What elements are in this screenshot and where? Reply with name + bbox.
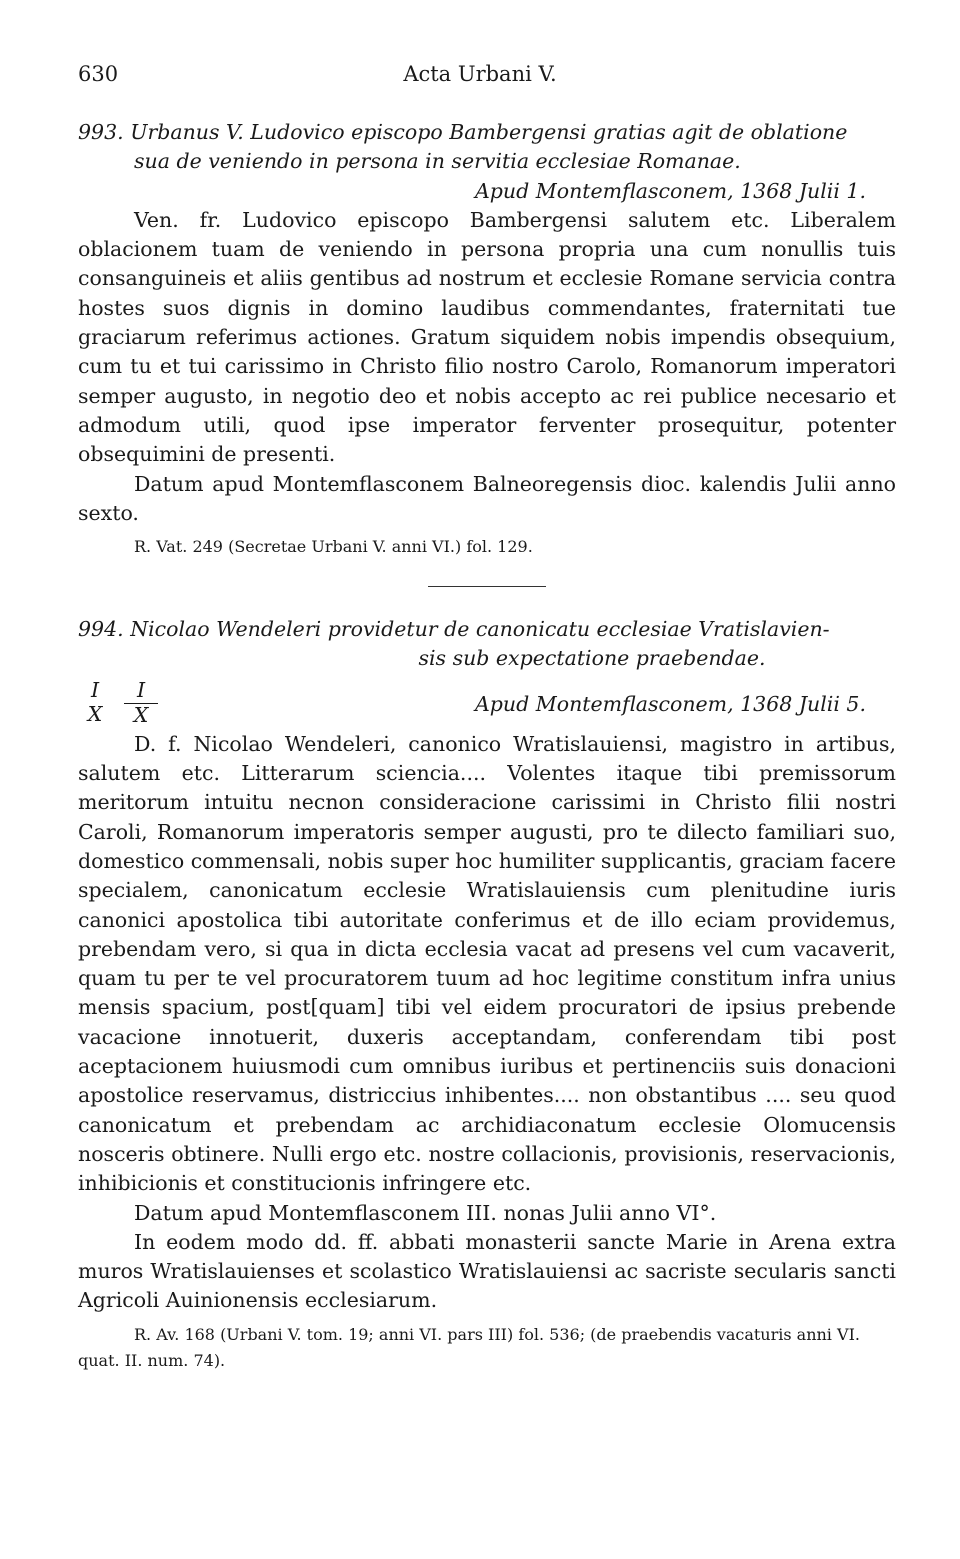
entry-994-eodem: In eodem modo dd. ff. abbati monasterii sancte Marie in Arena extra muros Wratislauienses et scolastico Wratislauiensi ac sacriste secularis sancti Agricoli Auinionensis ecclesiarum.: [78, 1229, 896, 1313]
fraction-2: [124, 678, 158, 726]
entry-993-source: R. Vat. 249 (Secretae Urbani V. anni VI.) fol. 129.: [134, 537, 533, 557]
entry-993-title-line1: Urbanus V. Ludovico episcopo Bambergensi gratias agit de oblatione: [130, 120, 848, 144]
fraction-1: [78, 678, 112, 725]
entry-993-datum: Datum apud Montemflasconem Balneoregensis dioc. kalendis Julii anno sexto.: [78, 471, 896, 525]
entry-993-heading: [78, 118, 896, 177]
entry-994-source: R. Av. 168 (Urbani V. tom. 19; anni VI. pars III) fol. 536; (de praebendis vacaturis anni VI. quat. II. num. 74).: [78, 1324, 860, 1370]
fraction-1-numerator: I: [90, 677, 100, 702]
entry-993-number: 993.: [78, 120, 124, 144]
fraction-2-denominator: X: [133, 702, 149, 727]
entry-993-body: Ven. fr. Ludovico episcopo Bambergensi salutem etc. Liberalem oblacionem tuam de veniendo in persona propria una cum nonullis tuis consanguineis et aliis gentibus ad nostrum et ecclesie Romane servicia contra hostes suos dignis in domino laudibus commendantes, fraternitati tue graciarum referimus actiones. Gratum siquidem nobis impendis obsequium, cum tu et tui carissimo in Christo filio nostro Carolo, Romanorum imperatori semper augusto, in negotio deo et nobis accepto ac rei publice necesario et admodum utili, quod ipse imperator ferventer prosequitur, potenter obsequimini de presenti.: [78, 207, 896, 467]
page-header: [78, 62, 882, 96]
section-divider: [428, 586, 546, 587]
entry-994-body: D. f. Nicolao Wendeleri, canonico Wratislauiensi, magistro in artibus, salutem etc. Litterarum sciencia.... Volentes itaque tibi premissorum meritorum intuitu necnon consideracione carissimi in Christo filii nostri Caroli, Romanorum imperatoris semper augusti, pro te dilecto familiari suo, domestico commensali, nobis super hoc humiliter supplicantis, graciam facere specialem, canonicatum ecclesie Wratislauiensis cum plenitudine iuris canonici apostolica tibi autoritate conferimus et de illo eciam providemus, prebendam vero, si qua in dicta ecclesia vacat ad presens vel cum vacaverit, quam tu per te vel procuratorem tuum ad hoc legitime constitum infra unius mensis spacium, post[quam] tibi vel eidem procuratori de ipsius prebende vacacione innotuerit, duxeris acceptandam, conferendam tibi post aceptacionem huiusmodi cum omnibus iuribus et pertinenciis suis donacioni apostolice reservamus, districcius inhibentes.... non obstantibus .... seu quod canonicatum et prebendam ac archidiaconatum ecclesie Olomucensis nosceris obtinere. Nulli ergo etc. nostre collacionis, provisionis, reservacionis, inhibicionis et constitucionis infringere etc.: [78, 731, 896, 1196]
entry-993-title-line2: sua de veniendo in persona in servitia ecclesiae Romanae.: [134, 149, 741, 174]
entry-994-place-date: Apud Montemflasconem, 1368 Julii 5.: [474, 691, 866, 716]
entry-994-datum: Datum apud Montemflasconem III. nonas Julii anno VI°.: [134, 1200, 717, 1225]
running-title: Acta Urbani V.: [403, 62, 557, 86]
fraction-2-numerator: I: [136, 677, 146, 702]
entry-993-place-date: Apud Montemflasconem, 1368 Julii 1.: [474, 178, 866, 203]
register-fractions: [78, 678, 168, 730]
page-number: 630: [78, 62, 119, 86]
fraction-1-denominator: X: [87, 701, 103, 726]
entry-994-number: 994.: [78, 617, 124, 642]
entry-994-title-line1: Nicolao Wendeleri providetur de canonicatu ecclesiae Vratislavien-: [130, 617, 830, 642]
page-content: [78, 118, 896, 1374]
entry-994-title-line2: sis sub expectatione praebendae.: [418, 646, 766, 671]
entry-994-date-row: [78, 678, 896, 730]
entry-994-heading: [78, 615, 896, 674]
